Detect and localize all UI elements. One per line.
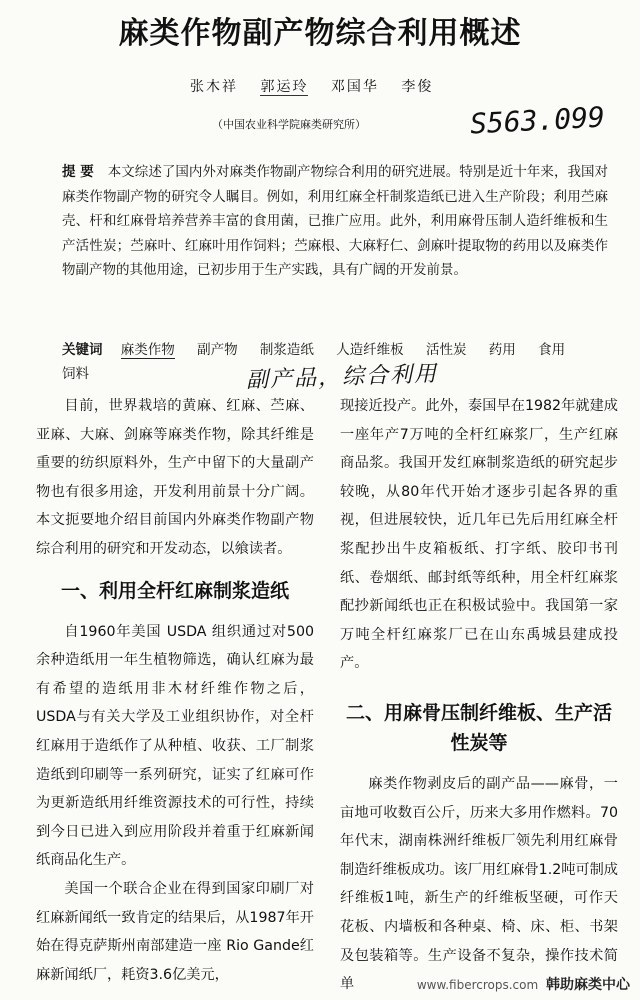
author-name: 李俊 (401, 79, 434, 95)
section-heading-2: 二、用麻骨压制纤维板、生产活性炭等 (345, 701, 612, 754)
paragraph: 自1960年美国 USDA 组织通过对500余种造纸用一年生植物筛选，确认红麻为最有希望的造纸用非木材纤维作物之后，USDA与有关大学及工业组织协作，对全杆红麻用于造纸作了从种植、收获、工厂制浆造纸到印刷等一系列研究，证实了红麻可作为更新造纸用纤维资源技术的可行性，持续到今日已进入到应用阶段并着重于红麻新闻纸商品化生产。 (36, 623, 314, 869)
paragraph: 现接近投产。此外，泰国早在1982年就建成一座年产7万吨的全杆红麻浆厂，生产红麻商品浆。我国开发红麻制浆造纸的研究起步较晚，从80年代开始才逐步引起各界的重视，但进展较快，近几年已先后用红麻全杆浆配抄出牛皮箱板纸、打字纸、胶印书刊纸、卷烟纸、邮封纸等纸种，用全杆红麻浆配抄新闻纸也正在积极试验中。我国第一家万吨全杆红麻浆厂已在山东禹城县建成投产。 (340, 398, 618, 672)
affiliation: （中国农业科学院麻类研究所） (212, 118, 366, 131)
keyword: 人造纤维板 (336, 342, 404, 358)
keyword: 副产物 (197, 342, 238, 358)
abstract (62, 160, 608, 283)
keywords-label: 关键词 (62, 342, 103, 358)
right-column (340, 392, 618, 999)
abstract-text: 本文综述了国内外对麻类作物副产物综合利用的研究进展。特别是近十年来，我国对麻类作物副产物的研究令人瞩目。例如，利用红麻全杆制浆造纸已进入生产阶段；利用苎麻壳、杆和红麻骨培养营养丰富的食用菌，已推广应用。此外，利用麻骨压制人造纤维板和生产活性炭；苎麻叶、红麻叶用作饲料；苎麻根、大麻籽仁、剑麻叶提取物的药用以及麻类作物副产物的其他用途，已初步用于生产实践，具有广阔的开发前景。 (62, 164, 609, 278)
author-list (190, 76, 449, 96)
watermark-logo: 韩助麻类中心 (546, 977, 630, 993)
handwritten-note: 副产品，综合利用 (245, 361, 439, 394)
keyword: 药用 (488, 342, 516, 358)
keyword: 活性炭 (425, 342, 467, 358)
keyword: 饲料 (62, 366, 89, 382)
author-name: 邓国华 (330, 79, 379, 95)
paragraph: 美国一个联合企业在得到国家印刷厂对红麻新闻纸一致肯定的结果后，从1987年开始在得克萨斯州南部建造一座 Rio Gande红麻新闻纸厂，耗资3.6亿美元， (36, 880, 314, 983)
section-heading-1: 一、利用全杆红麻制浆造纸 (60, 579, 289, 602)
handwritten-classification-code: S563.099 (469, 100, 606, 141)
keyword: 麻类作物 (120, 342, 175, 358)
author-name: 张木祥 (190, 79, 238, 95)
author-name: 郭运玲 (260, 79, 309, 95)
abstract-label: 提 要 (62, 164, 94, 180)
keyword: 食用 (538, 342, 566, 358)
keyword: 制浆造纸 (259, 342, 314, 358)
site-watermark (417, 974, 630, 994)
paragraph: 麻类作物剥皮后的副产品——麻骨，一亩地可收数百公斤，历来大多用作燃料。70年代末，湖南株洲纤维板厂领先利用红麻骨制造纤维板成功。该厂用红麻骨1.2吨可制成纤维板1吨，新生产的纤维板坚硬，可作天花板、内墙板和各种桌、椅、床、柜、书架及包装箱等。生产设备不复杂，操作技术简单 (340, 775, 618, 993)
watermark-url: www.fibercrops.com (416, 978, 539, 992)
left-column (36, 392, 314, 989)
paper-title: 麻类作物副产物综合利用概述 (118, 16, 522, 51)
intro-paragraph: 目前，世界栽培的黄麻、红麻、苎麻、亚麻、大麻、剑麻等麻类作物，除其纤维是重要的纺织原料外，生产中留下的大量副产物也有很多用途，开发利用前景十分广阔。本文扼要地介绍目前国内外麻类作物副产物综合利用的研究和开发动态，以飨读者。 (36, 398, 314, 557)
